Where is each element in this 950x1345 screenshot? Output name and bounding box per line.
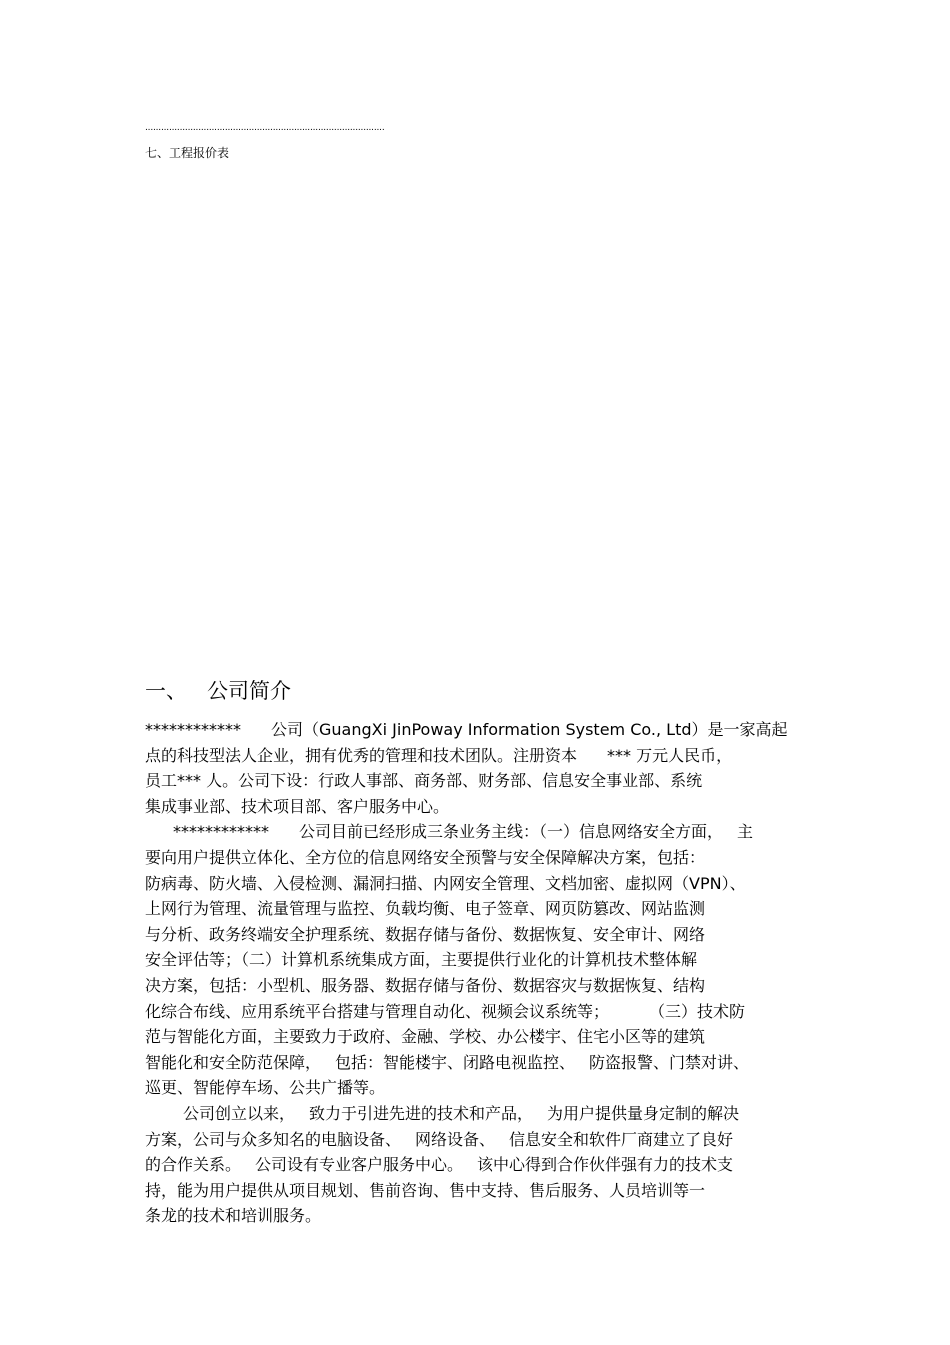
paragraph-2-line-4: 上网行为管理、流量管理与监控、负载均衡、电子签章、网页防篡改、网站监测 xyxy=(145,899,706,919)
text-run: 公司（ xyxy=(271,720,320,739)
text-run: 的合作关系。 xyxy=(145,1155,242,1175)
registered-capital-placeholder: *** xyxy=(607,745,632,765)
paragraph-2-line-6: 安全评估等；（二）计算机系统集成方面，主要提供行业化的计算机技术整体解 xyxy=(145,950,698,970)
paragraph-2-line-5: 与分析、政务终端安全护理系统、数据存储与备份、数据恢复、安全审计、网络 xyxy=(145,924,706,944)
text-run: 主 xyxy=(737,822,754,842)
paragraph-1-line-2 xyxy=(145,743,825,769)
company-intro-body xyxy=(145,717,825,1229)
paragraph-2-line-2: 要向用户提供立体化、全方位的信息网络安全预警与安全保障解决方案，包括： xyxy=(145,847,706,867)
paragraph-2-line-7: 决方案，包括：小型机、服务器、数据存储与备份、数据容灾与数据恢复、结构 xyxy=(145,975,706,995)
text-run: ）是一家高起 xyxy=(691,720,788,739)
text-run: 方案，公司与众多知名的电脑设备、 xyxy=(145,1129,402,1149)
paragraph-2-line-3 xyxy=(145,871,825,897)
paragraph-2-line-10 xyxy=(145,1050,825,1076)
text-run: 为用户提供量身定制的解决 xyxy=(547,1103,740,1123)
paragraph-2-line-1 xyxy=(145,819,825,845)
paragraph-2-line-8 xyxy=(145,999,825,1025)
company-english-name: GuangXi JinPoway Information System Co., Ltd xyxy=(319,720,692,739)
paragraph-1-line-3 xyxy=(145,768,825,794)
section-title: 公司简介 xyxy=(207,679,291,703)
text-run: 点的科技型法人企业，拥有优秀的管理和技术团队。注册资本 xyxy=(145,745,578,765)
text-run: 致力于引进先进的技术和产品， xyxy=(309,1103,534,1123)
text-run: 信息安全和软件厂商建立了良好 xyxy=(509,1129,734,1149)
section-number: 一、 xyxy=(145,679,187,703)
text-run: 人。公司下设：行政人事部、商务部、财务部、信息安全事业部、系统 xyxy=(206,771,703,791)
text-run: ）、 xyxy=(721,873,746,893)
text-run: 智能化和安全防范保障， xyxy=(145,1052,322,1072)
paragraph-1-line-1 xyxy=(145,717,825,743)
text-run: 防病毒、防火墙、入侵检测、漏洞扫描、内网安全管理、文档加密、虚拟网（ xyxy=(145,873,690,893)
paragraph-2-line-11: 巡更、智能停车场、公共广播等。 xyxy=(145,1078,386,1098)
text-run: （三）技术防 xyxy=(649,1001,746,1021)
staff-count-placeholder: *** xyxy=(177,771,202,791)
paragraph-3-line-4: 持，能为用户提供从项目规划、售前咨询、售中支持、售后服务、人员培训等一 xyxy=(145,1180,706,1200)
paragraph-3-line-3 xyxy=(145,1152,825,1178)
text-run: VPN xyxy=(689,873,722,893)
text-run: 万元人民币， xyxy=(636,745,733,765)
text-run: 员工 xyxy=(145,771,178,791)
paragraph-1-line-4: 集成事业部、技术项目部、客户服务中心。 xyxy=(145,796,450,816)
section-heading xyxy=(145,676,291,706)
toc-leader-dots: .......................................................................................... xyxy=(145,123,385,133)
company-name-placeholder: ************ xyxy=(145,720,241,739)
toc-entry-quotation-table: 七、工程报价表 xyxy=(145,146,230,160)
text-run: 该中心得到合作伙伴强有力的技术支 xyxy=(477,1155,734,1175)
paragraph-2-line-9: 范与智能化方面，主要致力于政府、金融、学校、办公楼宇、住宅小区等的建筑 xyxy=(145,1027,706,1047)
paragraph-3-line-1 xyxy=(145,1101,825,1127)
company-name-placeholder: ************ xyxy=(173,822,269,842)
text-run: 公司创立以来， xyxy=(183,1103,296,1123)
text-run: 公司目前已经形成三条业务主线：（一）信息网络安全方面， xyxy=(299,822,724,842)
paragraph-3-line-5: 条龙的技术和培训服务。 xyxy=(145,1206,322,1226)
text-run: 包括：智能楼宇、闭路电视监控、 xyxy=(335,1052,576,1072)
text-run: 防盗报警、门禁对讲、 xyxy=(589,1052,750,1072)
text-run: 公司设有专业客户服务中心。 xyxy=(255,1155,464,1175)
paragraph-3-line-2 xyxy=(145,1127,825,1153)
text-run: 化综合布线、应用系统平台搭建与管理自动化、视频会议系统等； xyxy=(145,1001,610,1021)
text-run: 网络设备、 xyxy=(415,1129,496,1149)
